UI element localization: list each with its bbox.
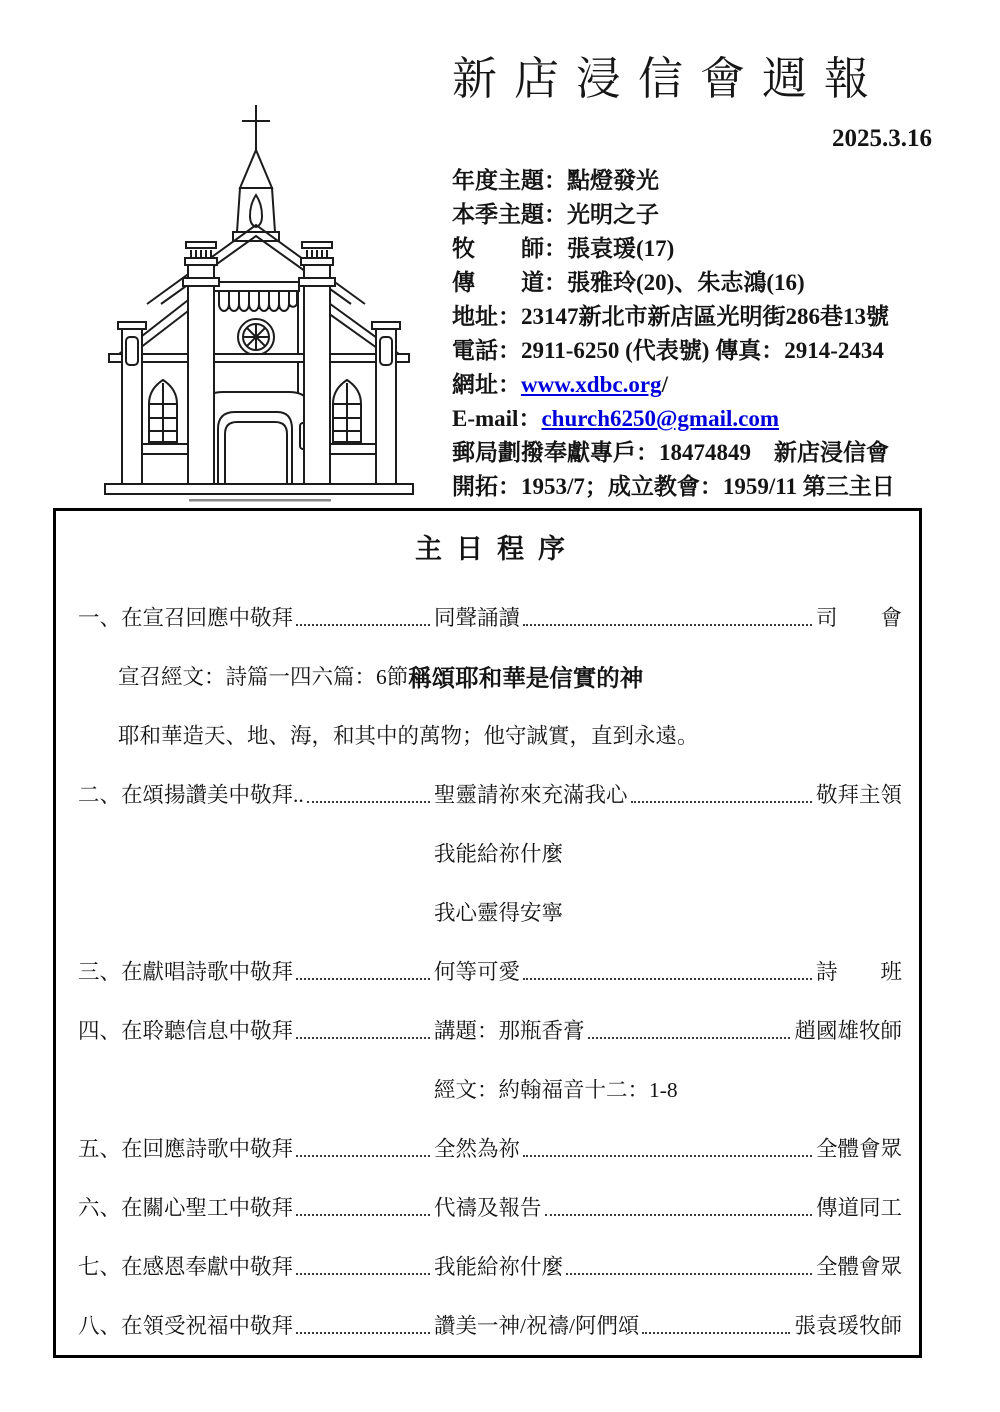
program-song-title: 同聲誦讀 bbox=[434, 606, 521, 630]
call-response-line: 耶和華造天、地、海，和其中的萬物；他守誠實，直到永遠。 bbox=[118, 724, 699, 748]
program-item-label: 六、在關心聖工中敬拜 bbox=[78, 1196, 294, 1220]
masthead bbox=[452, 48, 934, 504]
issue-date: 2025.3.16 bbox=[832, 125, 932, 152]
program-song-title: 讚美一神/祝禱/阿們頌 bbox=[434, 1314, 640, 1338]
program-leader: 詩 班 bbox=[815, 960, 902, 984]
program-row-2 bbox=[78, 764, 902, 823]
program-box bbox=[53, 508, 922, 1358]
program-row-5 bbox=[78, 1118, 902, 1177]
program-item-label: 五、在回應詩歌中敬拜 bbox=[78, 1137, 294, 1161]
dot-leader bbox=[523, 978, 812, 980]
email-link[interactable]: church6250@gmail.com bbox=[541, 406, 779, 431]
dot-leader bbox=[631, 801, 812, 803]
program-title: 主日程序 bbox=[415, 534, 579, 564]
program-leader: 司 會 bbox=[815, 606, 902, 630]
program-song-title: 代禱及報告 bbox=[434, 1196, 542, 1220]
program-leader: 敬拜主領 bbox=[815, 783, 902, 807]
program-item-label: 七、在感恩奉獻中敬拜 bbox=[78, 1255, 294, 1279]
praise-song-3: 我心靈得安寧 bbox=[434, 901, 564, 925]
dot-leader bbox=[566, 1273, 812, 1275]
cross-icon bbox=[242, 105, 270, 150]
program-leader: 全體會眾 bbox=[815, 1137, 902, 1161]
info-phone-fax: 電話：2911-6250 (代表號) 傳真：2914-2434 bbox=[452, 338, 884, 363]
program-item-label: 四、在聆聽信息中敬拜 bbox=[78, 1019, 294, 1043]
info-email: E-mail：church6250@gmail.com bbox=[452, 406, 779, 431]
info-season-theme: 本季主題：光明之子 bbox=[452, 202, 659, 227]
program-song-title: 何等可愛 bbox=[434, 960, 521, 984]
program-sermon-title: 講題：那瓶香膏 bbox=[434, 1019, 585, 1043]
dot-leader bbox=[296, 1155, 430, 1157]
program-row-4 bbox=[78, 1000, 902, 1059]
program-item-label: 三、在獻唱詩歌中敬拜 bbox=[78, 960, 294, 984]
dot-leader bbox=[307, 801, 430, 803]
program-speaker: 趙國雄牧師 bbox=[794, 1019, 902, 1043]
dot-leader bbox=[296, 1037, 430, 1039]
info-postal-account: 郵局劃撥奉獻專戶：18474849 新店浸信會 bbox=[452, 440, 889, 465]
dot-leader bbox=[588, 1037, 791, 1039]
dot-leader bbox=[296, 624, 430, 626]
program-row-1 bbox=[78, 587, 902, 646]
dot-leader bbox=[523, 624, 812, 626]
dot-leader bbox=[296, 1273, 430, 1275]
program-row-6 bbox=[78, 1177, 902, 1236]
program-row-8 bbox=[78, 1295, 902, 1354]
dot-leader bbox=[545, 1214, 812, 1216]
program-item-label: 二、在頌揚讚美中敬拜.. bbox=[78, 783, 304, 807]
dot-leader bbox=[296, 1332, 430, 1334]
info-website: 網址：www.xdbc.org/ bbox=[452, 372, 668, 397]
info-address: 地址：23147新北市新店區光明街286巷13號 bbox=[452, 304, 889, 329]
program-row-3 bbox=[78, 941, 902, 1000]
program-leader: 全體會眾 bbox=[815, 1255, 902, 1279]
program-item-label: 八、在領受祝福中敬拜 bbox=[78, 1314, 294, 1338]
call-scripture-verse: 稱頌耶和華是信實的神 bbox=[408, 665, 644, 692]
dot-leader bbox=[642, 1332, 790, 1334]
page-title: 新店浸信會週報 bbox=[452, 54, 887, 104]
program-leader: 傳道同工 bbox=[815, 1196, 902, 1220]
website-link[interactable]: www.xdbc.org bbox=[521, 372, 662, 397]
sermon-scripture-line: 經文：約翰福音十二：1-8 bbox=[434, 1078, 678, 1102]
dot-leader bbox=[296, 978, 430, 980]
program-song-title: 聖靈請祢來充滿我心 bbox=[434, 783, 628, 807]
info-founding: 開拓：1953/7；成立教會：1959/11 第三主日 bbox=[452, 474, 895, 499]
program-row-7 bbox=[78, 1236, 902, 1295]
info-pastor: 牧 師：張袁瑗(17) bbox=[452, 236, 675, 261]
info-ministers: 傳 道：張雅玲(20)、朱志鴻(16) bbox=[452, 270, 805, 295]
church-info-block bbox=[452, 164, 934, 504]
program-song-title: 我能給祢什麼 bbox=[434, 1255, 564, 1279]
info-year-theme: 年度主題：點燈發光 bbox=[452, 168, 659, 193]
praise-song-2: 我能給祢什麼 bbox=[434, 842, 564, 866]
dot-leader bbox=[296, 1214, 430, 1216]
program-item-label: 一、在宣召回應中敬拜 bbox=[78, 606, 294, 630]
dot-leader bbox=[523, 1155, 812, 1157]
church-illustration-icon bbox=[85, 92, 433, 504]
program-leader: 張袁瑗牧師 bbox=[794, 1314, 902, 1338]
program-song-title: 全然為祢 bbox=[434, 1137, 521, 1161]
call-scripture-line: 宣召經文：詩篇一四六篇：6節 稱頌耶和華是信實的神 bbox=[78, 646, 902, 705]
